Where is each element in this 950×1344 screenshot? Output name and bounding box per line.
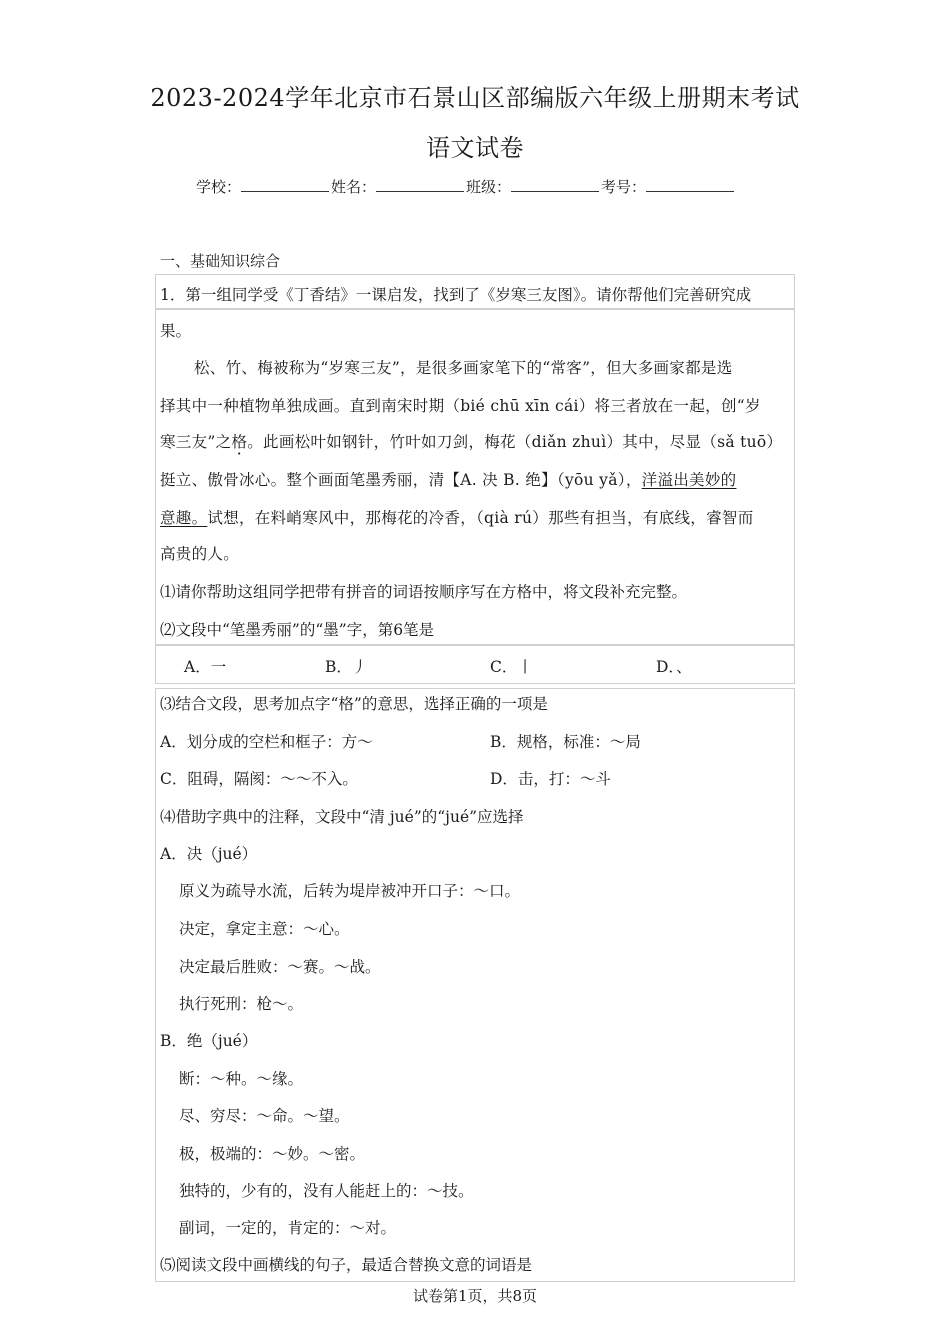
underlined-sentence-part1: 洋溢出美妙的 — [641, 471, 737, 489]
passage-line2 — [160, 394, 761, 416]
exam-title-line1: 2023-2024学年北京市石景山区部编版六年级上册期末考试 — [150, 84, 800, 112]
passage-line3-b: 。此画松叶如钢针，竹叶如刀剑，梅花（diǎn zhuì） — [247, 433, 623, 451]
q1-stem-line1: 1．第一组同学受《丁香结》一课启发，找到了《岁寒三友图》。请你帮他们完善研究成 — [160, 286, 752, 304]
exam-no-label: 考号： — [601, 178, 647, 196]
sub-question-3: ⑶结合文段，思考加点字“格”的意思，选择正确的一项是 — [160, 695, 548, 713]
passage-line5 — [160, 506, 754, 528]
passage-line4-a: 挺立、傲骨冰心。整个画面笔墨秀丽，清【A. 决 B. 绝】（yōu yǎ） — [160, 471, 626, 489]
q1-stem-line2: 果。 — [160, 322, 192, 340]
dict-b-def-1: 断：～种。～缘。 — [179, 1070, 304, 1088]
passage-line6: 高贵的人。 — [160, 545, 240, 563]
dict-a-def-3: 决定最后胜败：～赛。～战。 — [179, 958, 381, 976]
name-label: 姓名： — [331, 178, 377, 196]
sub-question-5: ⑸阅读文段中画横线的句子，最适合替换文意的词语是 — [160, 1256, 533, 1274]
sub2-option-b: B．丿 — [325, 658, 368, 676]
sub2-option-c: C．丨 — [490, 658, 533, 676]
exam-no-blank — [646, 177, 734, 192]
school-blank — [241, 177, 329, 192]
sub3-option-a: A．划分成的空栏和框子：方～ — [160, 733, 373, 751]
sub3-option-b: B．规格，标准：～局 — [490, 733, 641, 751]
dict-a-def-4: 执行死刑：枪～。 — [179, 995, 304, 1013]
passage-line3 — [160, 430, 782, 452]
dict-a-def-1: 原义为疏导水流，后转为堤岸被冲开口子：～口。 — [179, 882, 521, 900]
dict-b-def-3: 极，极端的：～妙。～密。 — [179, 1145, 366, 1163]
dotted-char-ge: 格 — [231, 433, 248, 451]
sub2-option-a: A．一 — [184, 658, 227, 676]
class-blank — [511, 177, 599, 192]
dict-a-def-2: 决定，拿定主意：～心。 — [179, 920, 350, 938]
dict-b-def-2: 尽、穷尽：～命。～望。 — [179, 1107, 350, 1125]
passage-line3-a: 寒三友”之 — [160, 433, 232, 451]
sub3-option-c: C．阻碍，隔阂：～～不入。 — [160, 770, 358, 788]
page-footer: 试卷第1页，共8页 — [412, 1287, 538, 1305]
passage-line4-b: ， — [625, 471, 642, 489]
student-info-row — [196, 176, 736, 197]
class-label: 班级： — [466, 178, 512, 196]
dict-b-def-4: 独特的，少有的，没有人能赶上的：～技。 — [179, 1182, 474, 1200]
sub-question-1: ⑴请你帮助这组同学把带有拼音的词语按顺序写在方格中，将文段补充完整。 — [160, 583, 688, 601]
sub-question-2: ⑵文段中“笔墨秀丽”的“墨”字，第6笔是 — [160, 621, 435, 639]
sub2-option-d: D．、 — [656, 658, 692, 676]
passage-line2-b: 将三者放在一起，创“岁 — [594, 397, 761, 415]
dict-entry-b-head: B．绝（jué） — [160, 1032, 258, 1050]
options-box — [155, 644, 795, 684]
underlined-sentence-part2: 意趣。 — [160, 509, 208, 527]
passage-line3-c: 其中，尽显（sǎ tuō） — [622, 433, 783, 451]
passage-line1: 松、竹、梅被称为“岁寒三友”，是很多画家笔下的“常客”，但大多画家都是选 — [194, 359, 733, 377]
exam-title-line2: 语文试卷 — [426, 134, 524, 162]
section-title: 一、基础知识综合 — [160, 252, 281, 270]
passage-line5-c: 那些有担当，有底线，睿智而 — [548, 509, 754, 527]
dict-entry-a-head: A．决（jué） — [160, 845, 258, 863]
name-blank — [376, 177, 464, 192]
sub-question-4: ⑷借助字典中的注释，文段中“清 jué”的“jué”应选择 — [160, 808, 524, 826]
passage-line5-b: 试想，在料峭寒风中，那梅花的冷香，（qià rú） — [207, 509, 549, 527]
passage-line2-a: 择其中一种植物单独成画。直到南宋时期（bié chū xīn cái） — [160, 397, 595, 415]
sub3-option-d: D．击，打：～斗 — [490, 770, 611, 788]
passage-line4 — [160, 468, 736, 490]
school-label: 学校： — [196, 178, 242, 196]
dict-b-def-5: 副词，一定的，肯定的：～对。 — [179, 1219, 397, 1237]
